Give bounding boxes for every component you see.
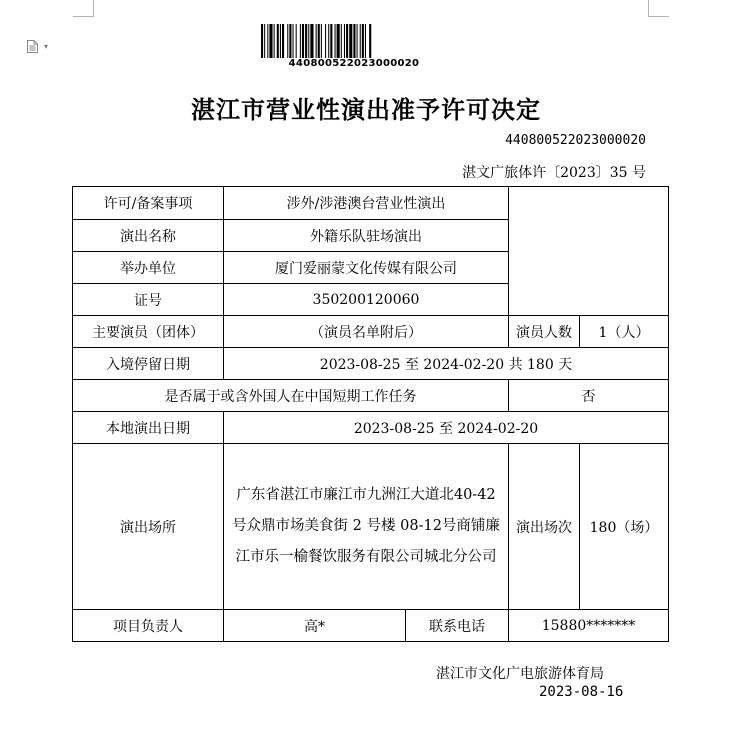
blank-cell xyxy=(509,187,669,316)
page-corner-mark-top-left xyxy=(73,0,94,17)
stay-dates-value: 2023-08-25 至 2024-02-20 共 180 天 xyxy=(224,348,669,380)
barcode-bar xyxy=(308,24,309,58)
barcode-bar xyxy=(318,24,320,58)
table-row xyxy=(73,412,669,444)
short-work-answer: 否 xyxy=(509,380,669,412)
manager-value: 高* xyxy=(224,610,406,642)
barcode-bar xyxy=(289,24,291,58)
barcode-bar xyxy=(264,24,265,58)
barcode-bar xyxy=(267,24,268,58)
show-name-label: 演出名称 xyxy=(73,220,224,252)
barcode-bar xyxy=(362,24,364,58)
organizer-label: 举办单位 xyxy=(73,252,224,284)
barcode-bar xyxy=(269,24,272,58)
license-label: 证号 xyxy=(73,284,224,316)
show-name-value: 外籍乐队驻场演出 xyxy=(224,220,509,252)
page-corner-mark-top-right xyxy=(648,0,669,17)
document-number: 湛文广旅体许〔2023〕35 号 xyxy=(462,165,646,181)
barcode-bar xyxy=(287,24,288,58)
table-row xyxy=(73,610,669,642)
sessions-label: 演出场次 xyxy=(509,444,580,610)
barcode-bar xyxy=(261,24,263,58)
barcode-bar xyxy=(337,24,340,58)
local-dates-value: 2023-08-25 至 2024-02-20 xyxy=(224,412,669,444)
table-row xyxy=(73,380,669,412)
chevron-down-icon[interactable]: ▾ xyxy=(44,42,49,51)
issue-date: 2023-08-16 xyxy=(539,684,624,700)
barcode-bar xyxy=(282,24,284,58)
barcode-bar xyxy=(310,24,313,58)
serial-number: 440800522023000020 xyxy=(505,133,646,148)
barcode-bar xyxy=(360,24,361,58)
table-row xyxy=(73,187,669,220)
barcode-bar xyxy=(349,24,352,58)
license-value: 350200120060 xyxy=(224,284,509,316)
barcode-bar xyxy=(341,24,342,58)
barcode-bar xyxy=(316,24,317,58)
barcode-bar xyxy=(296,24,297,58)
barcode-bar xyxy=(330,24,332,58)
page-title: 湛江市营业性演出准予许可决定 xyxy=(191,95,541,124)
barcode-bar xyxy=(302,24,304,58)
barcode-bar xyxy=(293,24,294,58)
barcode-number: 440800522023000020 xyxy=(288,58,420,69)
table-row xyxy=(73,444,669,610)
performer-count-value: 1（人） xyxy=(580,316,669,348)
venue-label: 演出场所 xyxy=(73,444,224,610)
permit-item-label: 许可/备案事项 xyxy=(73,187,224,220)
performer-count-label: 演员人数 xyxy=(509,316,580,348)
document-icon[interactable] xyxy=(27,40,38,53)
barcode-bar xyxy=(280,24,281,58)
permit-table xyxy=(72,186,669,642)
barcode-bar xyxy=(369,24,371,58)
barcode-bar xyxy=(325,24,326,58)
barcode-bar xyxy=(365,24,366,58)
permit-item-value: 涉外/涉港澳台营业性演出 xyxy=(224,187,509,220)
main-performers-value: （演员名单附后） xyxy=(224,316,509,348)
barcode-bar xyxy=(321,24,322,58)
local-dates-label: 本地演出日期 xyxy=(73,412,224,444)
manager-label: 项目负责人 xyxy=(73,610,224,642)
barcode-bar xyxy=(353,24,355,58)
organizer-value: 厦门爱丽蒙文化传媒有限公司 xyxy=(224,252,509,284)
phone-label: 联系电话 xyxy=(406,610,509,642)
barcode-bar xyxy=(328,24,329,58)
sessions-value: 180（场） xyxy=(580,444,669,610)
barcode-bar xyxy=(274,24,275,58)
issuer-name: 湛江市文化广电旅游体育局 xyxy=(436,666,604,682)
stay-dates-label: 入境停留日期 xyxy=(73,348,224,380)
phone-value: 15880******* xyxy=(509,610,669,642)
barcode-bar xyxy=(300,24,301,58)
main-performers-label: 主要演员（团体） xyxy=(73,316,224,348)
short-work-question: 是否属于或含外国人在中国短期工作任务 xyxy=(73,380,509,412)
barcode-bar xyxy=(277,24,279,58)
barcode-bar xyxy=(305,24,307,58)
barcode-bar xyxy=(344,24,345,58)
barcode-image xyxy=(259,24,449,58)
barcode-bar xyxy=(357,24,358,58)
table-row xyxy=(73,316,669,348)
venue-value: 广东省湛江市廉江市九洲江大道北40-42 号众鼎市场美食街 2 号楼 08-12号商铺廉江市乐一榆餐饮服务有限公司城北分公司 xyxy=(224,444,509,610)
barcode-bar xyxy=(335,24,336,58)
table-row xyxy=(73,348,669,380)
barcode-bar xyxy=(346,24,348,58)
